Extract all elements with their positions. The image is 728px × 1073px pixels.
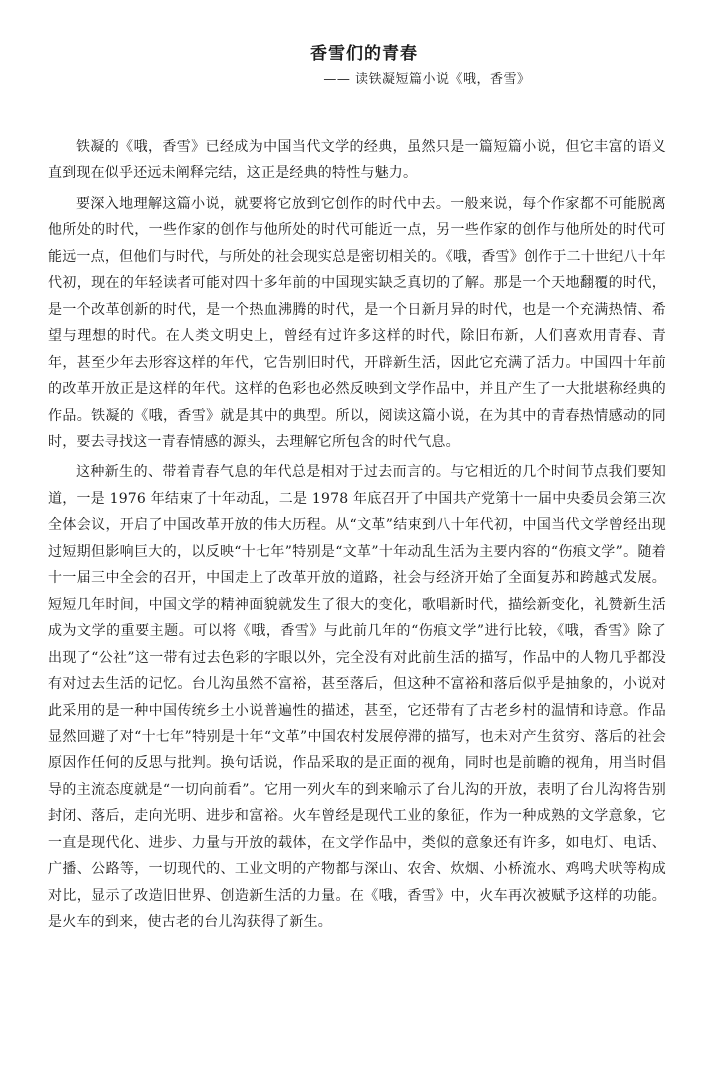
article-title: 香雪们的青春 bbox=[310, 44, 418, 64]
article-body bbox=[48, 134, 666, 936]
article-subtitle: —— 读铁凝短篇小说《哦，香雪》 bbox=[323, 72, 531, 87]
paragraph-2: 要深入地理解这篇小说，就要将它放到它创作的时代中去。一般来说，每个作家都不可能脱离他所处的时代，一些作家的创作与他所处的时代可能近一点，另一些作家的创作与他所处的时代可能远一点，但他们与时代，与所处的社会现实总是密切相关的。《哦，香雪》创作于二十世纪八十年代初，现在的年轻读者可能对四十多年前的中国现实缺乏真切的了解。那是一个天地翻覆的时代，是一个改革创新的时代，是一个热血沸腾的时代，是一个日新月异的时代，也是一个充满热情、希望与理想的时代。在人类文明史上，曾经有过许多这样的时代，除旧布新，人们喜欢用青春、青年，甚至少年去形容这样的年代，它告别旧时代，开辟新生活，因此它充满了活力。中国四十年前的改革开放正是这样的年代。这样的色彩也必然反映到文学作品中，并且产生了一大批堪称经典的作品。铁凝的《哦，香雪》就是其中的典型。所以，阅读这篇小说，在为其中的青春热情感动的同时，要去寻找这一青春情感的源头，去理解它所包含的时代气息。 bbox=[48, 195, 666, 450]
paragraph-1: 铁凝的《哦，香雪》已经成为中国当代文学的经典，虽然只是一篇短篇小说，但它丰富的语义直到现在似乎还远未阐释完结，这正是经典的特性与魅力。 bbox=[48, 139, 666, 182]
paragraph-3: 这种新生的、带着青春气息的年代总是相对于过去而言的。与它相近的几个时间节点我们要知道，一是 1976 年结束了十年动乱，二是 1978 年底召开了中国共产党第十一届中央委员会第三次全体会议，开启了中国改革开放的伟大历程。从“文革”结束到八十年代初，中国当代文学曾经出现过短期但影响巨大的，以反映“十七年”特别是“文革”十年动乱生活为主要内容的“伤痕文学”。随着十一届三中全会的召开，中国走上了改革开放的道路，社会与经济开始了全面复苏和跨越式发展。短短几年时间，中国文学的精神面貌就发生了很大的变化，歌唱新时代，描绘新变化，礼赞新生活成为文学的重要主题。可以将《哦，香雪》与此前几年的“伤痕文学”进行比较，《哦，香雪》除了出现了“公社”这一带有过去色彩的字眼以外，完全没有对此前生活的描写，作品中的人物几乎都没有对过去生活的记忆。台儿沟虽然不富裕，甚至落后，但这种不富裕和落后似乎是抽象的，小说对此采用的是一种中国传统乡土小说普遍性的描述，甚至，它还带有了古老乡村的温情和诗意。作品显然回避了对“十七年”特别是十年“文革”中国农村发展停滞的描写，也未对产生贫穷、落后的社会原因作任何的反思与批判。换句话说，作品采取的是正面的视角，同时也是前瞻的视角，用当时倡导的主流态度就是“一切向前看”。它用一列火车的到来喻示了台儿沟的开放，表明了台儿沟将告别封闭、落后，走向光明、进步和富裕。火车曾经是现代工业的象征，作为一种成熟的文学意象，它一直是现代化、进步、力量与开放的载体，在文学作品中，类似的意象还有许多，如电灯、电话、广播、公路等，一切现代的、工业文明的产物都与深山、农舍、炊烟、小桥流水、鸡鸣犬吠等构成对比，显示了改造旧世界、创造新生活的力量。在《哦，香雪》中，火车再次被赋予这样的功能。是火车的到来，使古老的台儿沟获得了新生。 bbox=[48, 464, 666, 931]
